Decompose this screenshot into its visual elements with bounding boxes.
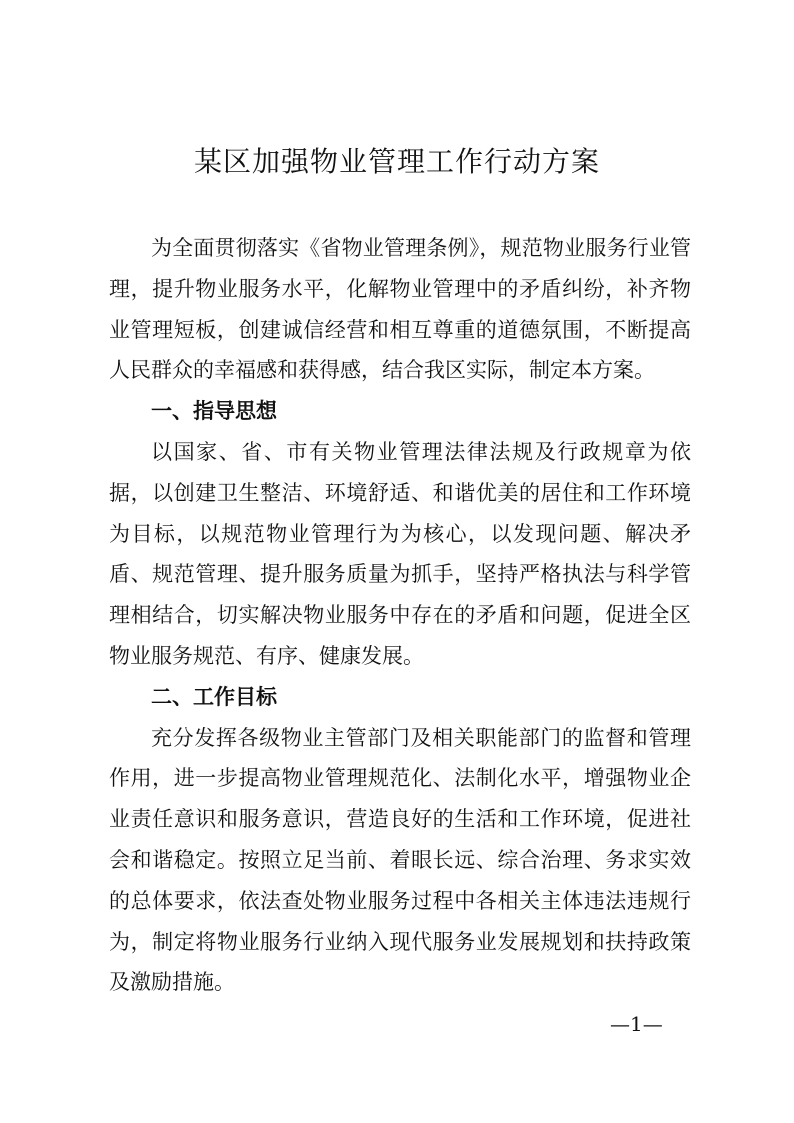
section-paragraph-guiding-ideology: 以国家、省、市有关物业管理法律法规及行政规章为依据，以创建卫生整洁、环境舒适、和谐优美的居住和工作环境为目标，以规范物业管理行为为核心，以发现问题、解决矛盾、规范管理、提升服务质量为抓手，坚持严格执法与科学管理相结合，切实解决物业服务中存在的矛盾和问题，促进全区物业服务规范、有序、健康发展。 [109,439,691,668]
section-heading-guiding-ideology: 一、指导思想 [151,399,277,424]
section-heading-work-goals: 二、工作目标 [151,684,277,709]
section-paragraph-work-goals: 充分发挥各级物业主管部门及相关职能部门的监督和管理作用，进一步提高物业管理规范化、法制化水平，增强物业企业责任意识和服务意识，营造良好的生活和工作环境，促进社会和谐稳定。按照立足当前、着眼长远、综合治理、务求实效的总体要求，依法查处物业服务过程中各相关主体违法违规行为，制定将物业服务行业纳入现代服务业发展规划和扶持政策及激励措施。 [109,725,691,995]
page-number: —1— [610,1012,663,1036]
intro-paragraph: 为全面贯彻落实《省物业管理条例》，规范物业服务行业管理，提升物业服务水平，化解物业管理中的矛盾纠纷，补齐物业管理短板，创建诚信经营和相互尊重的道德氛围，不断提高人民群众的幸福感和获得感，结合我区实际，制定本方案。 [109,236,691,383]
document-body [109,228,691,1003]
page-title: 某区加强物业管理工作行动方案 [193,145,600,178]
